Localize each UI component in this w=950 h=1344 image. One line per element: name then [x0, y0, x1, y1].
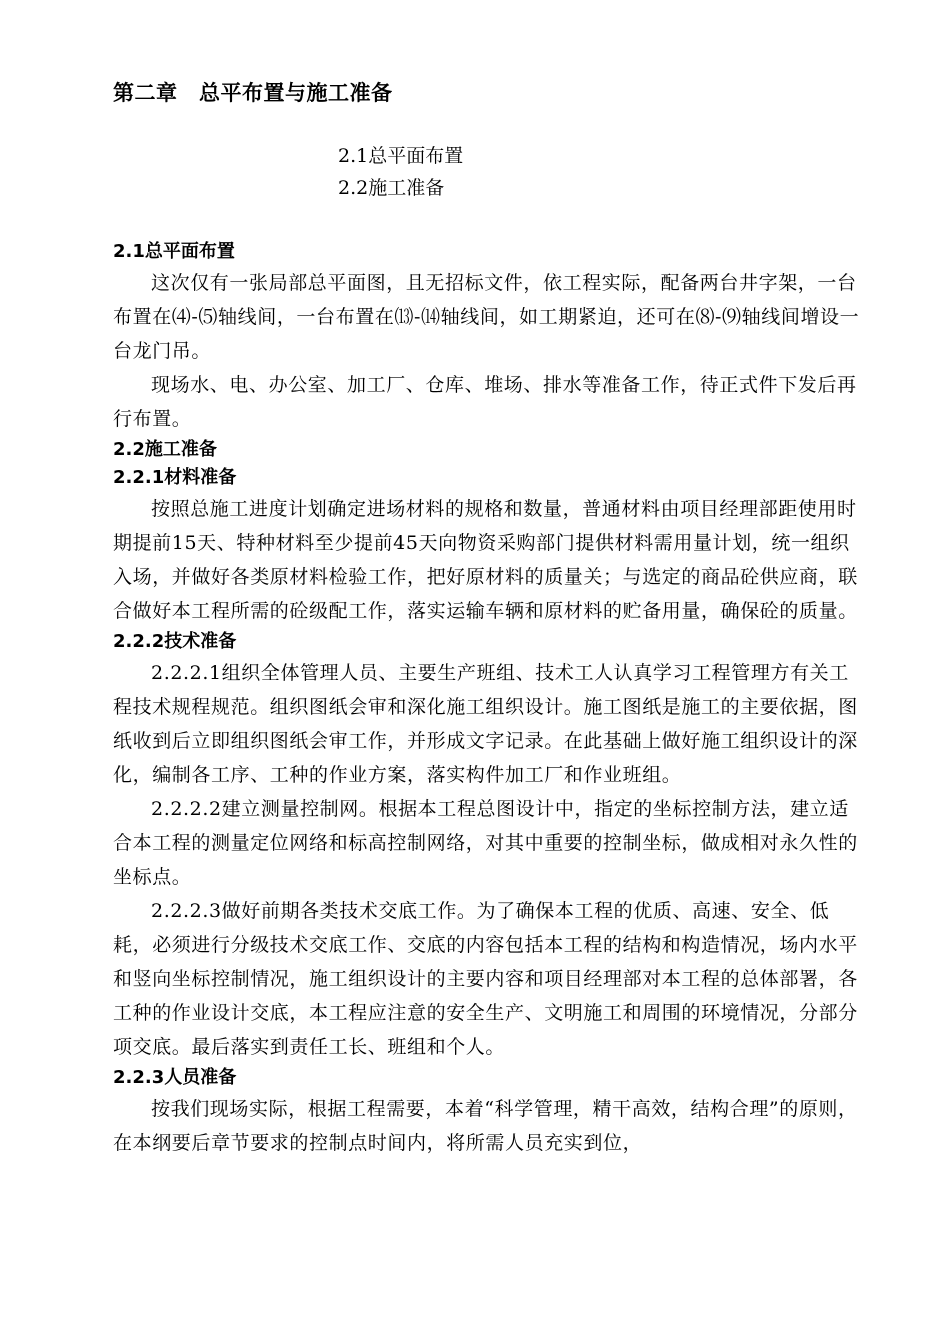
table-of-contents: [338, 140, 463, 204]
paragraph-2-2-1: 按照总施工进度计划确定进场材料的规格和数量，普通材料由项目经理部距使用时期提前15天、特种材料至少提前45天向物资采购部门提供材料需用量计划，统一组织入场，并做好各类原材料检验工作，把好原材料的质量关；与选定的商品砼供应商，联合做好本工程所需的砼级配工作，落实运输车辆和原材料的贮备用量，确保砼的质量。: [113, 498, 858, 622]
paragraph-2-2-3: 按我们现场实际，根据工程需要，本着“科学管理，精干高效，结构合理”的原则，在本纲要后章节要求的控制点时间内，将所需人员充实到位，: [113, 1098, 858, 1154]
paragraph-2-2-2-2: 2.2.2.2建立测量控制网。根据本工程总图设计中，指定的坐标控制方法，建立适合本工程的测量定位网络和标高控制网络，对其中重要的控制坐标，做成相对永久性的坐标点。: [113, 798, 858, 888]
paragraph-2-2-2-1: 2.2.2.1组织全体管理人员、主要生产班组、技术工人认真学习工程管理方有关工程技术规程规范。组织图纸会审和深化施工组织设计。施工图纸是施工的主要依据，图纸收到后立即组织图纸会审工作，并形成文字记录。在此基础上做好施工组织设计的深化，编制各工序、工种的作业方案，落实构件加工厂和作业班组。: [113, 662, 858, 786]
paragraph-2-2-2-3: 2.2.2.3做好前期各类技术交底工作。为了确保本工程的优质、高速、安全、低耗，必须进行分级技术交底工作、交底的内容包括本工程的结构和构造情况，场内水平和竖向坐标控制情况，施工组织设计的主要内容和项目经理部对本工程的总体部署，各工种的作业设计交底，本工程应注意的安全生产、文明施工和周围的环境情况，分部分项交底。最后落实到责任工长、班组和个人。: [113, 900, 858, 1058]
paragraph-2-1-b: 现场水、电、办公室、加工厂、仓库、堆场、排水等准备工作，待正式件下发后再行布置。: [113, 374, 857, 430]
chapter-title: 第二章 总平布置与施工准备: [113, 81, 393, 105]
heading-2-1: 2.1总平面布置: [113, 241, 235, 262]
heading-2-2-3: 2.2.3人员准备: [113, 1067, 237, 1088]
toc-item-2-2: 2.2施工准备: [338, 177, 445, 199]
heading-2-2-1: 2.2.1材料准备: [113, 467, 237, 488]
heading-2-2-2: 2.2.2技术准备: [113, 631, 237, 652]
document-body: [113, 238, 863, 1160]
toc-item-2-1: 2.1总平面布置: [338, 145, 464, 167]
heading-2-2: 2.2施工准备: [113, 439, 217, 460]
paragraph-2-1-a: 这次仅有一张局部总平面图，且无招标文件，依工程实际，配备两台井字架，一台布置在⑷-⑸轴线间，一台布置在⒀-⒁轴线间，如工期紧迫，还可在⑻-⑼轴线间增设一台龙门吊。: [113, 272, 860, 362]
